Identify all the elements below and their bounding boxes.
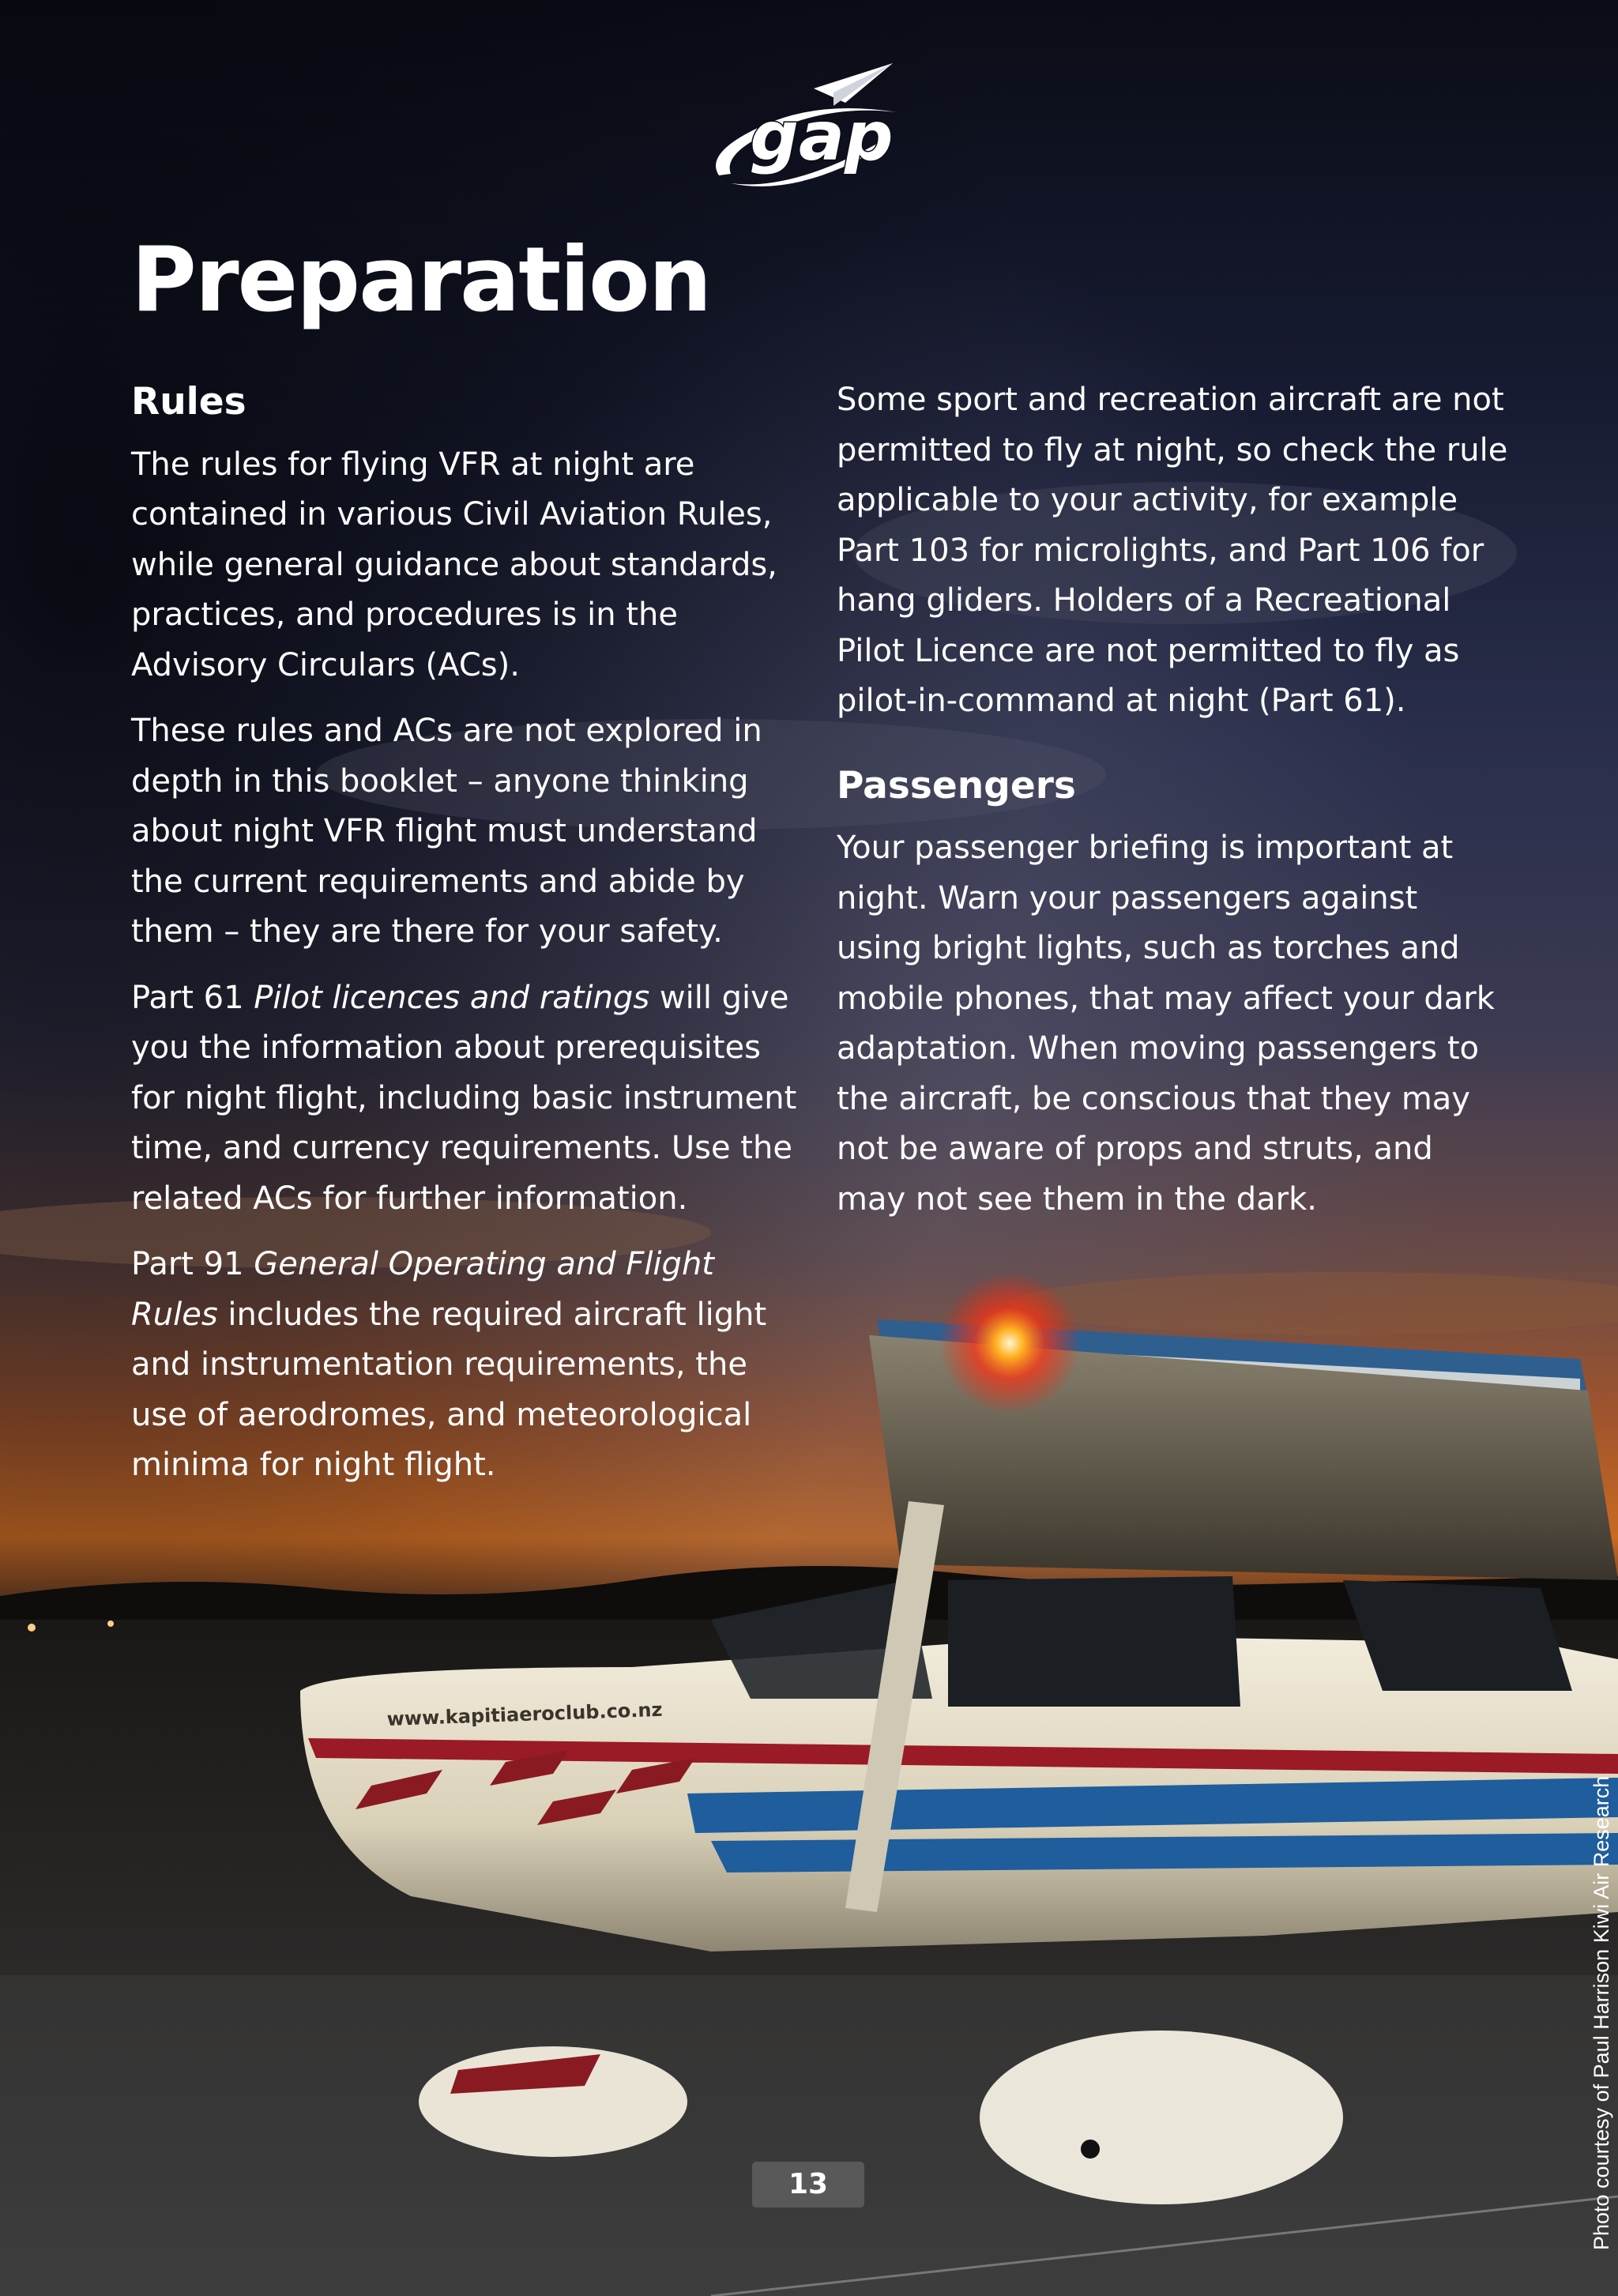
gap-logo-icon — [695, 57, 932, 191]
logo-text: gap — [750, 97, 894, 176]
right-column — [837, 375, 1508, 1240]
rules-paragraph-2: These rules and ACs are not explored in depth in this booklet – anyone thinking about night VFR flight must understand the current requirements and abide by them – they are there for your safety. — [131, 713, 762, 950]
part-91-title: General Operating and Flight Rules — [131, 1246, 714, 1333]
rules-paragraph-4: Part 91 General Operating and Flight Rules includes the required aircraft light and instrumentation requirements, the use of aerodromes, and meteorological minima for night flight. — [131, 1246, 767, 1484]
photo-credit: Photo courtesy of Paul Harrison Kiwi Air Research — [1590, 1775, 1613, 2250]
passengers-paragraph-1: Your passenger briefing is important at night. Warn your passengers against using bright lights, such as torches and mobile phones, that may affect your dark adaptation. When moving passengers to the aircraft, be conscious that they may not be aware of props and struts, and may not see them in the dark. — [837, 830, 1495, 1218]
rules-paragraph-5: Some sport and recreation aircraft are not permitted to fly at night, so check the rule applicable to your activity, for example Part 103 for microlights, and Part 106 for hang gliders. Holders of a Recreational Pilot Licence are not permitted to fly as pilot-in-command at night (Part 61). — [837, 382, 1508, 719]
rules-paragraph-3: Part 61 Pilot licences and ratings will give you the information about prerequisites for night flight, including basic instrument time, and currency requirements. Use the related ACs for further information. — [131, 979, 797, 1217]
part-61-title: Pilot licences and ratings — [254, 979, 650, 1016]
passengers-heading: Passengers — [837, 763, 1076, 807]
svg-text:www.kapitiaeroclub.co.nz: www.kapitiaeroclub.co.nz — [386, 1698, 663, 1730]
page-number-badge: 13 — [752, 2162, 864, 2208]
fuselage-website-text — [379, 1697, 743, 1737]
rules-heading: Rules — [131, 380, 246, 423]
page-title: Preparation — [131, 228, 711, 332]
rules-paragraph-1: The rules for flying VFR at night are contained in various Civil Aviation Rules, while general guidance about standards, practices, and procedures is in the Advisory Circulars (ACs). — [131, 446, 777, 683]
left-column — [131, 379, 803, 1507]
